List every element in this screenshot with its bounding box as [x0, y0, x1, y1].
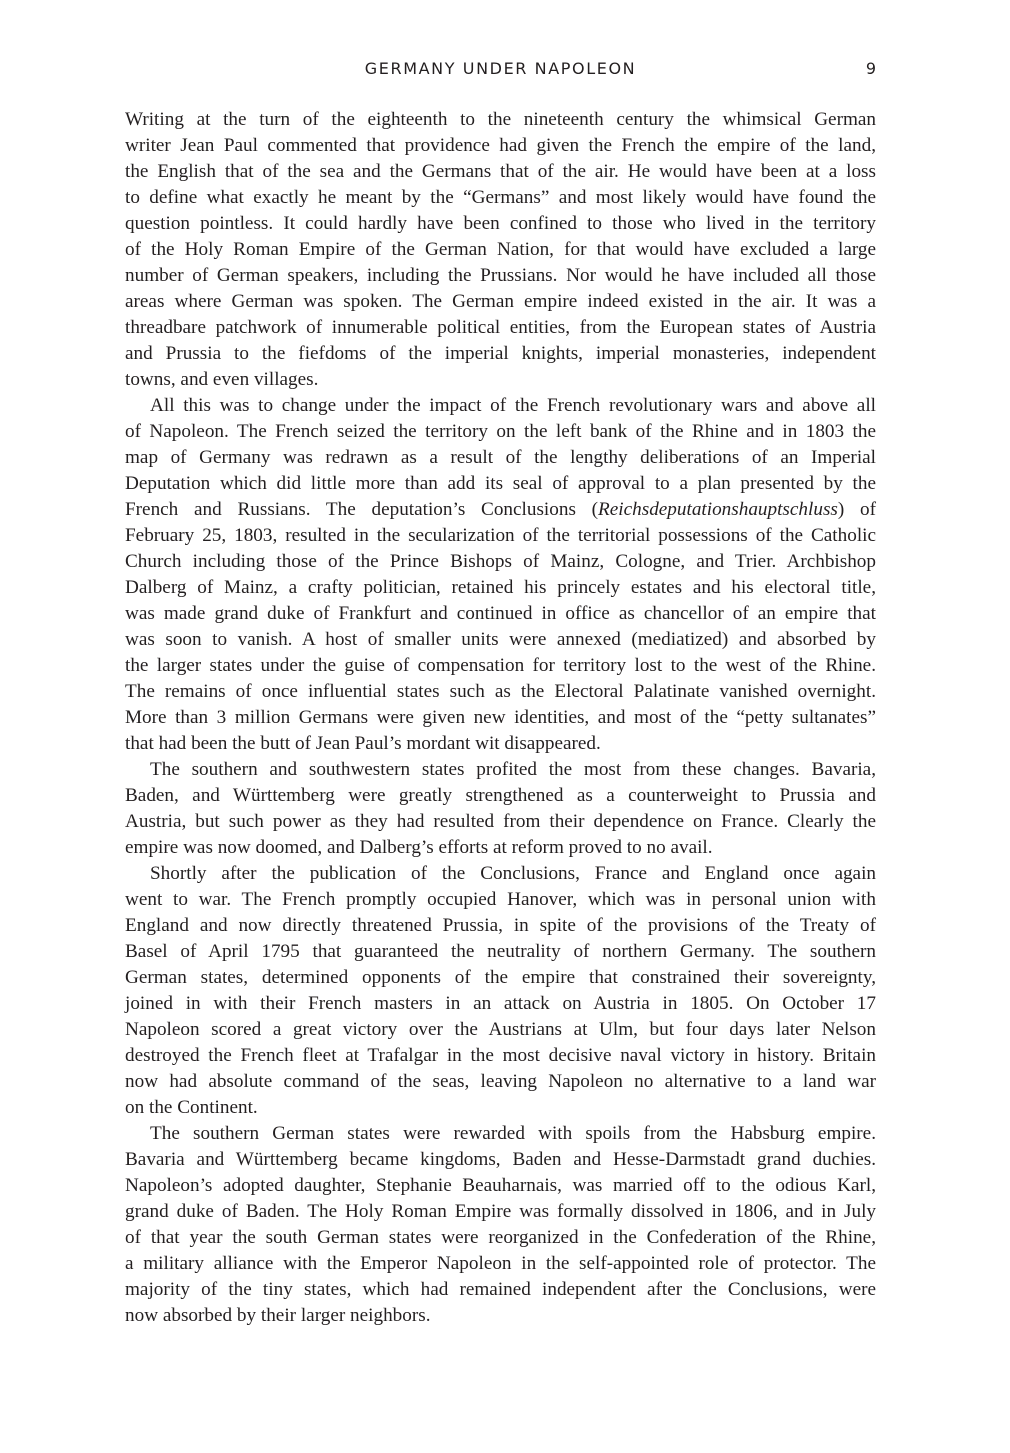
text-line: the larger states under the guise of compensation for territory lost to the west of the Rhine.: [125, 655, 876, 676]
paragraph-1: [125, 107, 876, 393]
text-line: of Napoleon. The French seized the territory on the left bank of the Rhine and in 1803 the: [125, 421, 876, 442]
text-line: towns, and even villages.: [125, 369, 319, 390]
text-line: map of Germany was redrawn as a result of the lengthy deliberations of an Imperial: [125, 447, 876, 468]
text-line: was made grand duke of Frankfurt and continued in office as chancellor of an empire that: [125, 603, 876, 624]
text-line: number of German speakers, including the Prussians. Nor would he have included all those: [125, 265, 876, 286]
paragraph-2: [125, 393, 876, 757]
text-line: the English that of the sea and the Germans that of the air. He would have been at a loss: [125, 161, 876, 182]
text-line: Shortly after the publication of the Conclusions, France and England once again: [150, 863, 876, 884]
text-line: of that year the south German states were reorganized in the Confederation of the Rhine,: [125, 1227, 876, 1248]
text-line: and Prussia to the fiefdoms of the imperial knights, imperial monasteries, independent: [125, 343, 876, 364]
text-line: of the Holy Roman Empire of the German Nation, for that would have excluded a large: [125, 239, 876, 260]
text-line: The southern German states were rewarded with spoils from the Habsburg empire.: [150, 1123, 876, 1144]
text-line: German states, determined opponents of the empire that constrained their sovereignty,: [125, 967, 876, 988]
text-line: that had been the butt of Jean Paul’s mordant wit disappeared.: [125, 733, 601, 754]
text-line: Deputation which did little more than add its seal of approval to a plan presented by the: [125, 473, 876, 494]
body-text: [125, 107, 876, 1329]
text-line: Church including those of the Prince Bishops of Mainz, Cologne, and Trier. Archbishop: [125, 551, 876, 572]
text-line: February 25, 1803, resulted in the secularization of the territorial possessions of the Catholic: [125, 525, 876, 546]
text-segment: ) of: [837, 499, 876, 520]
text-line: majority of the tiny states, which had remained independent after the Conclusions, were: [125, 1279, 876, 1300]
running-head: [125, 58, 876, 82]
text-line: Bavaria and Württemberg became kingdoms, Baden and Hesse-Darmstadt grand duchies.: [125, 1149, 876, 1170]
text-line: destroyed the French fleet at Trafalgar in the most decisive naval victory in history. Britain: [125, 1045, 876, 1066]
text-line-with-italic: [125, 497, 876, 523]
paragraph-5: [125, 1121, 876, 1329]
text-line: a military alliance with the Emperor Napoleon in the self-appointed role of protector. The: [125, 1253, 876, 1274]
text-line: Austria, but such power as they had resulted from their dependence on France. Clearly the: [125, 811, 876, 832]
text-segment: French and Russians. The deputation’s Conclusions (: [125, 499, 599, 520]
paragraph-3: [125, 757, 876, 861]
text-line: was soon to vanish. A host of smaller units were annexed (mediatized) and absorbed by: [125, 629, 876, 650]
text-line: The remains of once influential states such as the Electoral Palatinate vanished overnight.: [125, 681, 876, 702]
text-line: All this was to change under the impact of the French revolutionary wars and above all: [150, 395, 876, 416]
text-line: The southern and southwestern states profited the most from these changes. Bavaria,: [150, 759, 876, 780]
text-line: grand duke of Baden. The Holy Roman Empire was formally dissolved in 1806, and in July: [125, 1201, 876, 1222]
text-line: writer Jean Paul commented that providence had given the French the empire of the land,: [125, 135, 876, 156]
text-line: now had absolute command of the seas, leaving Napoleon no alternative to a land war: [125, 1071, 876, 1092]
text-line: on the Continent.: [125, 1097, 258, 1118]
italic-term: Reichsdeputationshauptschluss: [598, 499, 838, 520]
text-line: Napoleon’s adopted daughter, Stephanie Beauharnais, was married off to the odious Karl,: [125, 1175, 876, 1196]
text-line: More than 3 million Germans were given new identities, and most of the “petty sultanates”: [125, 707, 876, 728]
text-line: to define what exactly he meant by the “Germans” and most likely would have found the: [125, 187, 876, 208]
text-line: Dalberg of Mainz, a crafty politician, retained his princely estates and his electoral title,: [125, 577, 876, 598]
text-line: Basel of April 1795 that guaranteed the neutrality of northern Germany. The southern: [125, 941, 876, 962]
running-head-title: GERMANY UNDER NAPOLEON: [364, 59, 637, 78]
text-line: joined in with their French masters in an attack on Austria in 1805. On October 17: [125, 993, 876, 1014]
text-line: Baden, and Württemberg were greatly strengthened as a counterweight to Prussia and: [125, 785, 876, 806]
text-line: England and now directly threatened Prussia, in spite of the provisions of the Treaty of: [125, 915, 876, 936]
text-line: areas where German was spoken. The German empire indeed existed in the air. It was a: [125, 291, 876, 312]
text-line: question pointless. It could hardly have been confined to those who lived in the territory: [125, 213, 876, 234]
text-line: Writing at the turn of the eighteenth to the nineteenth century the whimsical German: [125, 109, 876, 130]
text-line: went to war. The French promptly occupied Hanover, which was in personal union with: [125, 889, 876, 910]
page-number: 9: [865, 59, 876, 78]
text-line: Napoleon scored a great victory over the Austrians at Ulm, but four days later Nelson: [125, 1019, 876, 1040]
text-line: threadbare patchwork of innumerable political entities, from the European states of Austria: [125, 317, 876, 338]
text-line: empire was now doomed, and Dalberg’s efforts at reform proved to no avail.: [125, 837, 713, 858]
paragraph-4: [125, 861, 876, 1121]
text-line: now absorbed by their larger neighbors.: [125, 1305, 431, 1326]
